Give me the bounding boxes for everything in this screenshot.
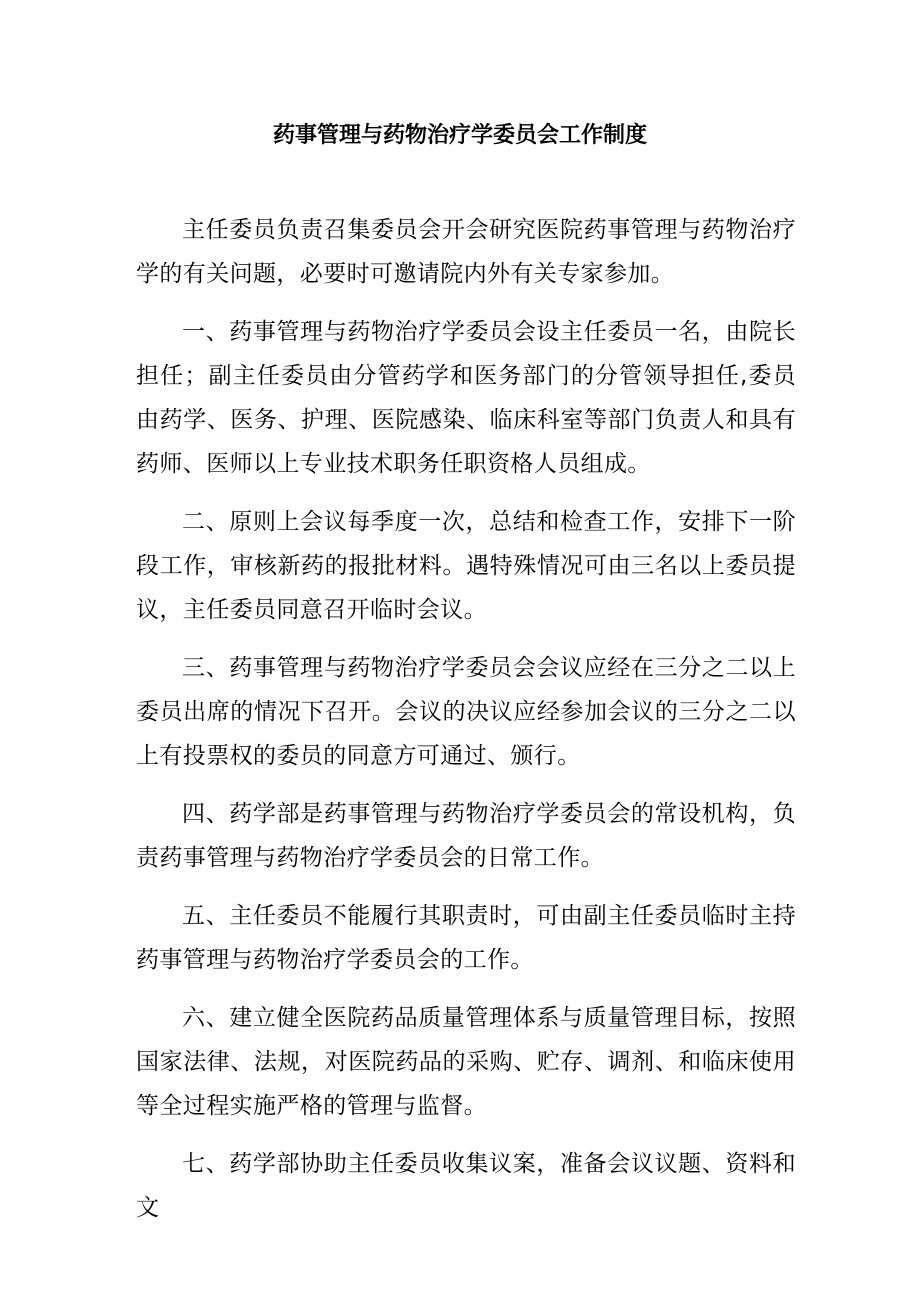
clause-4-paragraph: 四、药学部是药事管理与药物治疗学委员会的常设机构，负责药事管理与药物治疗学委员会的日常工作。 (136, 801, 796, 871)
clause-7-paragraph: 七、药学部协助主任委员收集议案，准备会议议题、资料和文 (136, 1151, 796, 1221)
clause-5-paragraph: 五、主任委员不能履行其职责时，可由副主任委员临时主持药事管理与药物治疗学委员会的工作。 (136, 903, 796, 973)
clause-6-paragraph: 六、建立健全医院药品质量管理体系与质量管理目标，按照国家法律、法规，对医院药品的采购、贮存、调剂、和临床使用等全过程实施严格的管理与监督。 (136, 1005, 796, 1119)
intro-paragraph: 主任委员负责召集委员会开会研究医院药事管理与药物治疗学的有关问题，必要时可邀请院内外有关专家参加。 (136, 217, 796, 287)
clause-2-paragraph: 二、原则上会议每季度一次，总结和检查工作，安排下一阶段工作，审核新药的报批材料。遇特殊情况可由三名以上委员提议，主任委员同意召开临时会议。 (136, 509, 796, 623)
clause-1-paragraph: 一、药事管理与药物治疗学委员会设主任委员一名，由院长担任；副主任委员由分管药学和医务部门的分管领导担任,委员由药学、医务、护理、医院感染、临床科室等部门负责人和具有药师、医师以上专业技术职务任职资格人员组成。 (136, 319, 796, 477)
document-body (136, 208, 796, 1244)
clause-3-paragraph: 三、药事管理与药物治疗学委员会会议应经在三分之二以上委员出席的情况下召开。会议的决议应经参加会议的三分之二以上有投票权的委员的同意方可通过、颁行。 (136, 655, 796, 769)
document-title: 药事管理与药物治疗学委员会工作制度 (272, 123, 647, 148)
